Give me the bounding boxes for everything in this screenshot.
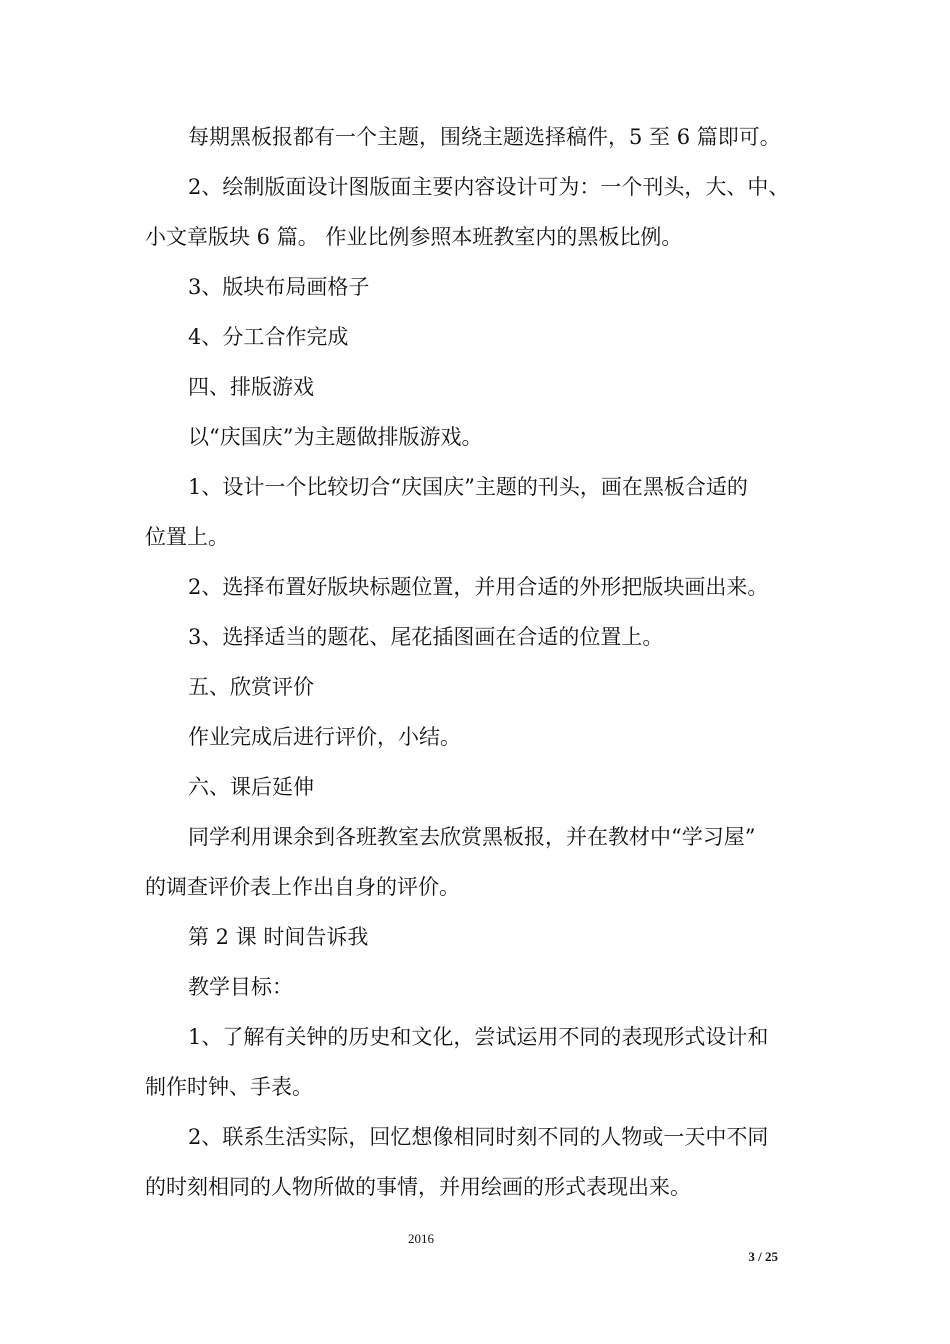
paragraph-line: 的时刻相同的人物所做的事情，并用绘画的形式表现出来。 <box>145 1175 691 1199</box>
paragraph-line: 制作时钟、手表。 <box>145 1075 313 1099</box>
paragraph-line: 4、分工合作完成 <box>188 325 349 349</box>
paragraph-line: 位置上。 <box>145 525 229 549</box>
paragraph-line: 2、绘制版面设计图版面主要内容设计可为：一个刊头，大、中、 <box>188 175 790 199</box>
paragraph-line: 1、了解有关钟的历史和文化，尝试运用不同的表现形式设计和 <box>188 1025 769 1049</box>
paragraph-line: 作业完成后进行评价，小结。 <box>188 725 461 749</box>
paragraph-line: 小文章版块 6 篇。 作业比例参照本班教室内的黑板比例。 <box>145 225 683 249</box>
lesson-title: 第 2 课 时间告诉我 <box>188 925 369 949</box>
paragraph-line: 以“庆国庆”为主题做排版游戏。 <box>188 425 483 449</box>
paragraph-line: 3、选择适当的题花、尾花插图画在合适的位置上。 <box>188 625 664 649</box>
section-heading: 六、课后延伸 <box>188 775 314 799</box>
paragraph-line: 2、联系生活实际，回忆想像相同时刻不同的人物或一天中不同 <box>188 1125 769 1149</box>
paragraph-line: 3、版块布局画格子 <box>188 275 370 299</box>
section-heading: 四、排版游戏 <box>188 375 314 399</box>
paragraph-line: 2、选择布置好版块标题位置，并用合适的外形把版块画出来。 <box>188 575 769 599</box>
page-number: 3 / 25 <box>748 1249 778 1264</box>
paragraph-line: 每期黑板报都有一个主题，围绕主题选择稿件，5 至 6 篇即可。 <box>188 125 781 149</box>
footer-year: 2016 <box>408 1231 434 1246</box>
page-body <box>145 112 810 1212</box>
section-heading: 教学目标： <box>188 975 293 999</box>
paragraph-line: 1、设计一个比较切合“庆国庆”主题的刊头，画在黑板合适的 <box>188 475 748 499</box>
paragraph-line: 的调查评价表上作出自身的评价。 <box>145 875 460 899</box>
section-heading: 五、欣赏评价 <box>188 675 314 699</box>
paragraph-line: 同学利用课余到各班教室去欣赏黑板报，并在教材中“学习屋” <box>188 825 756 849</box>
